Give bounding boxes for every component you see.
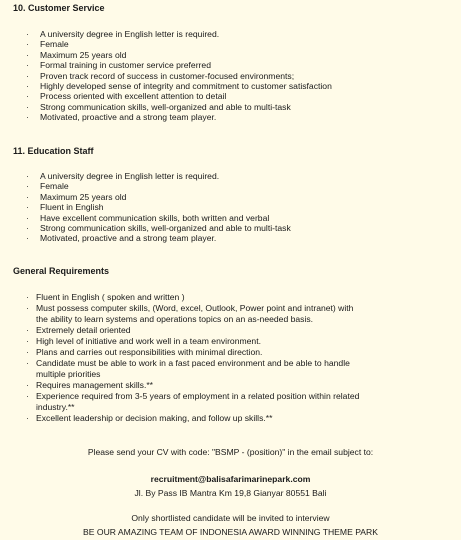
bullet-icon: ·: [26, 171, 29, 181]
list-item-text: Maximum 25 years old: [40, 191, 127, 202]
list-item-text: Formal training in customer service preferred: [40, 60, 211, 71]
recruitment-email[interactable]: recruitment@balisafarimarinepark.com: [150, 474, 311, 484]
list-item-text: Fluent in English: [40, 202, 104, 213]
section-title-customer-service: 10. Customer Service: [13, 3, 105, 13]
list-item-text: Proven track record of success in customer-focused environments;: [40, 70, 295, 81]
list-item-text: Female: [40, 39, 69, 50]
bullet-icon: ·: [26, 233, 29, 244]
list-item-text: High level of initiative and work well in a team environment.: [36, 336, 261, 346]
bullet-icon: ·: [26, 80, 29, 91]
bullet-icon: ·: [26, 413, 29, 423]
list-item-text: multiple priorities: [36, 369, 101, 379]
bullet-icon: ·: [26, 336, 29, 346]
section-title-education-staff: 11. Education Staff: [13, 146, 94, 156]
list-item-text: the ability to learn systems and operations topics on an as-needed basis.: [36, 314, 314, 324]
bullet-icon: ·: [26, 292, 29, 302]
list-item-text: Must possess computer skills, (Word, excel, Outlook, Power point and intranet) with: [36, 303, 354, 313]
bullet-icon: ·: [26, 91, 29, 102]
list-item-text: Strong communication skills, well-organized and able to multi-task: [40, 222, 291, 233]
bullet-icon: ·: [26, 212, 29, 223]
list-item-text: Have excellent communication skills, both written and verbal: [40, 212, 270, 223]
list-item-text: Excellent leadership or decision making, and follow up skills.**: [36, 413, 273, 423]
bullet-icon: ·: [26, 60, 29, 71]
bullet-icon: ·: [26, 391, 29, 401]
list-item-text: Process oriented with excellent attention to detail: [40, 91, 227, 102]
list-item-text: Strong communication skills, well-organized and able to multi-task: [40, 101, 291, 112]
bullet-icon: ·: [26, 49, 29, 60]
bullet-icon: ·: [26, 202, 29, 213]
bullet-icon: ·: [26, 112, 29, 123]
tagline: BE OUR AMAZING TEAM OF INDONESIA AWARD WINNING THEME PARK: [83, 527, 378, 537]
list-item-text: Motivated, proactive and a strong team player.: [40, 112, 217, 123]
list-item-text: Motivated, proactive and a strong team player.: [40, 233, 217, 244]
list-item-text: A university degree in English letter is required.: [40, 171, 220, 181]
list-item-text: A university degree in English letter is required.: [40, 29, 220, 39]
bullet-icon: ·: [26, 347, 29, 357]
bullet-icon: ·: [26, 380, 29, 390]
list-item-text: Experience required from 3-5 years of employment in a related position within related: [36, 391, 360, 401]
company-address: Jl. By Pass IB Mantra Km 19,8 Gianyar 80551 Bali: [134, 488, 327, 498]
list-item-text: Extremely detail oriented: [36, 325, 131, 335]
bullet-icon: ·: [26, 181, 29, 192]
list-item-text: Maximum 25 years old: [40, 49, 127, 60]
section-title-general-requirements: General Requirements: [13, 266, 110, 276]
bullet-icon: ·: [26, 191, 29, 202]
list-item-text: Fluent in English ( spoken and written ): [36, 292, 185, 302]
bullet-icon: ·: [26, 29, 29, 39]
shortlist-note: Only shortlisted candidate will be invited to interview: [131, 513, 330, 523]
bullet-icon: ·: [26, 358, 29, 368]
list-item-text: Requires management skills.**: [36, 380, 154, 390]
bullet-icon: ·: [26, 70, 29, 81]
list-item-text: Plans and carries out responsibilities with minimal direction.: [36, 347, 263, 357]
list-item-text: Candidate must be able to work in a fast paced environment and be able to handle: [36, 358, 350, 368]
bullet-icon: ·: [26, 325, 29, 335]
bullet-icon: ·: [26, 101, 29, 112]
bullet-icon: ·: [26, 222, 29, 233]
cv-instruction: Please send your CV with code: "BSMP - (position)" in the email subject to:: [87, 447, 374, 457]
bullet-icon: ·: [26, 39, 29, 50]
bullet-icon: ·: [26, 303, 29, 313]
list-item-text: Highly developed sense of integrity and commitment to customer satisfaction: [40, 80, 332, 91]
list-item-text: Female: [40, 181, 69, 192]
list-item-text: industry.**: [36, 402, 75, 412]
